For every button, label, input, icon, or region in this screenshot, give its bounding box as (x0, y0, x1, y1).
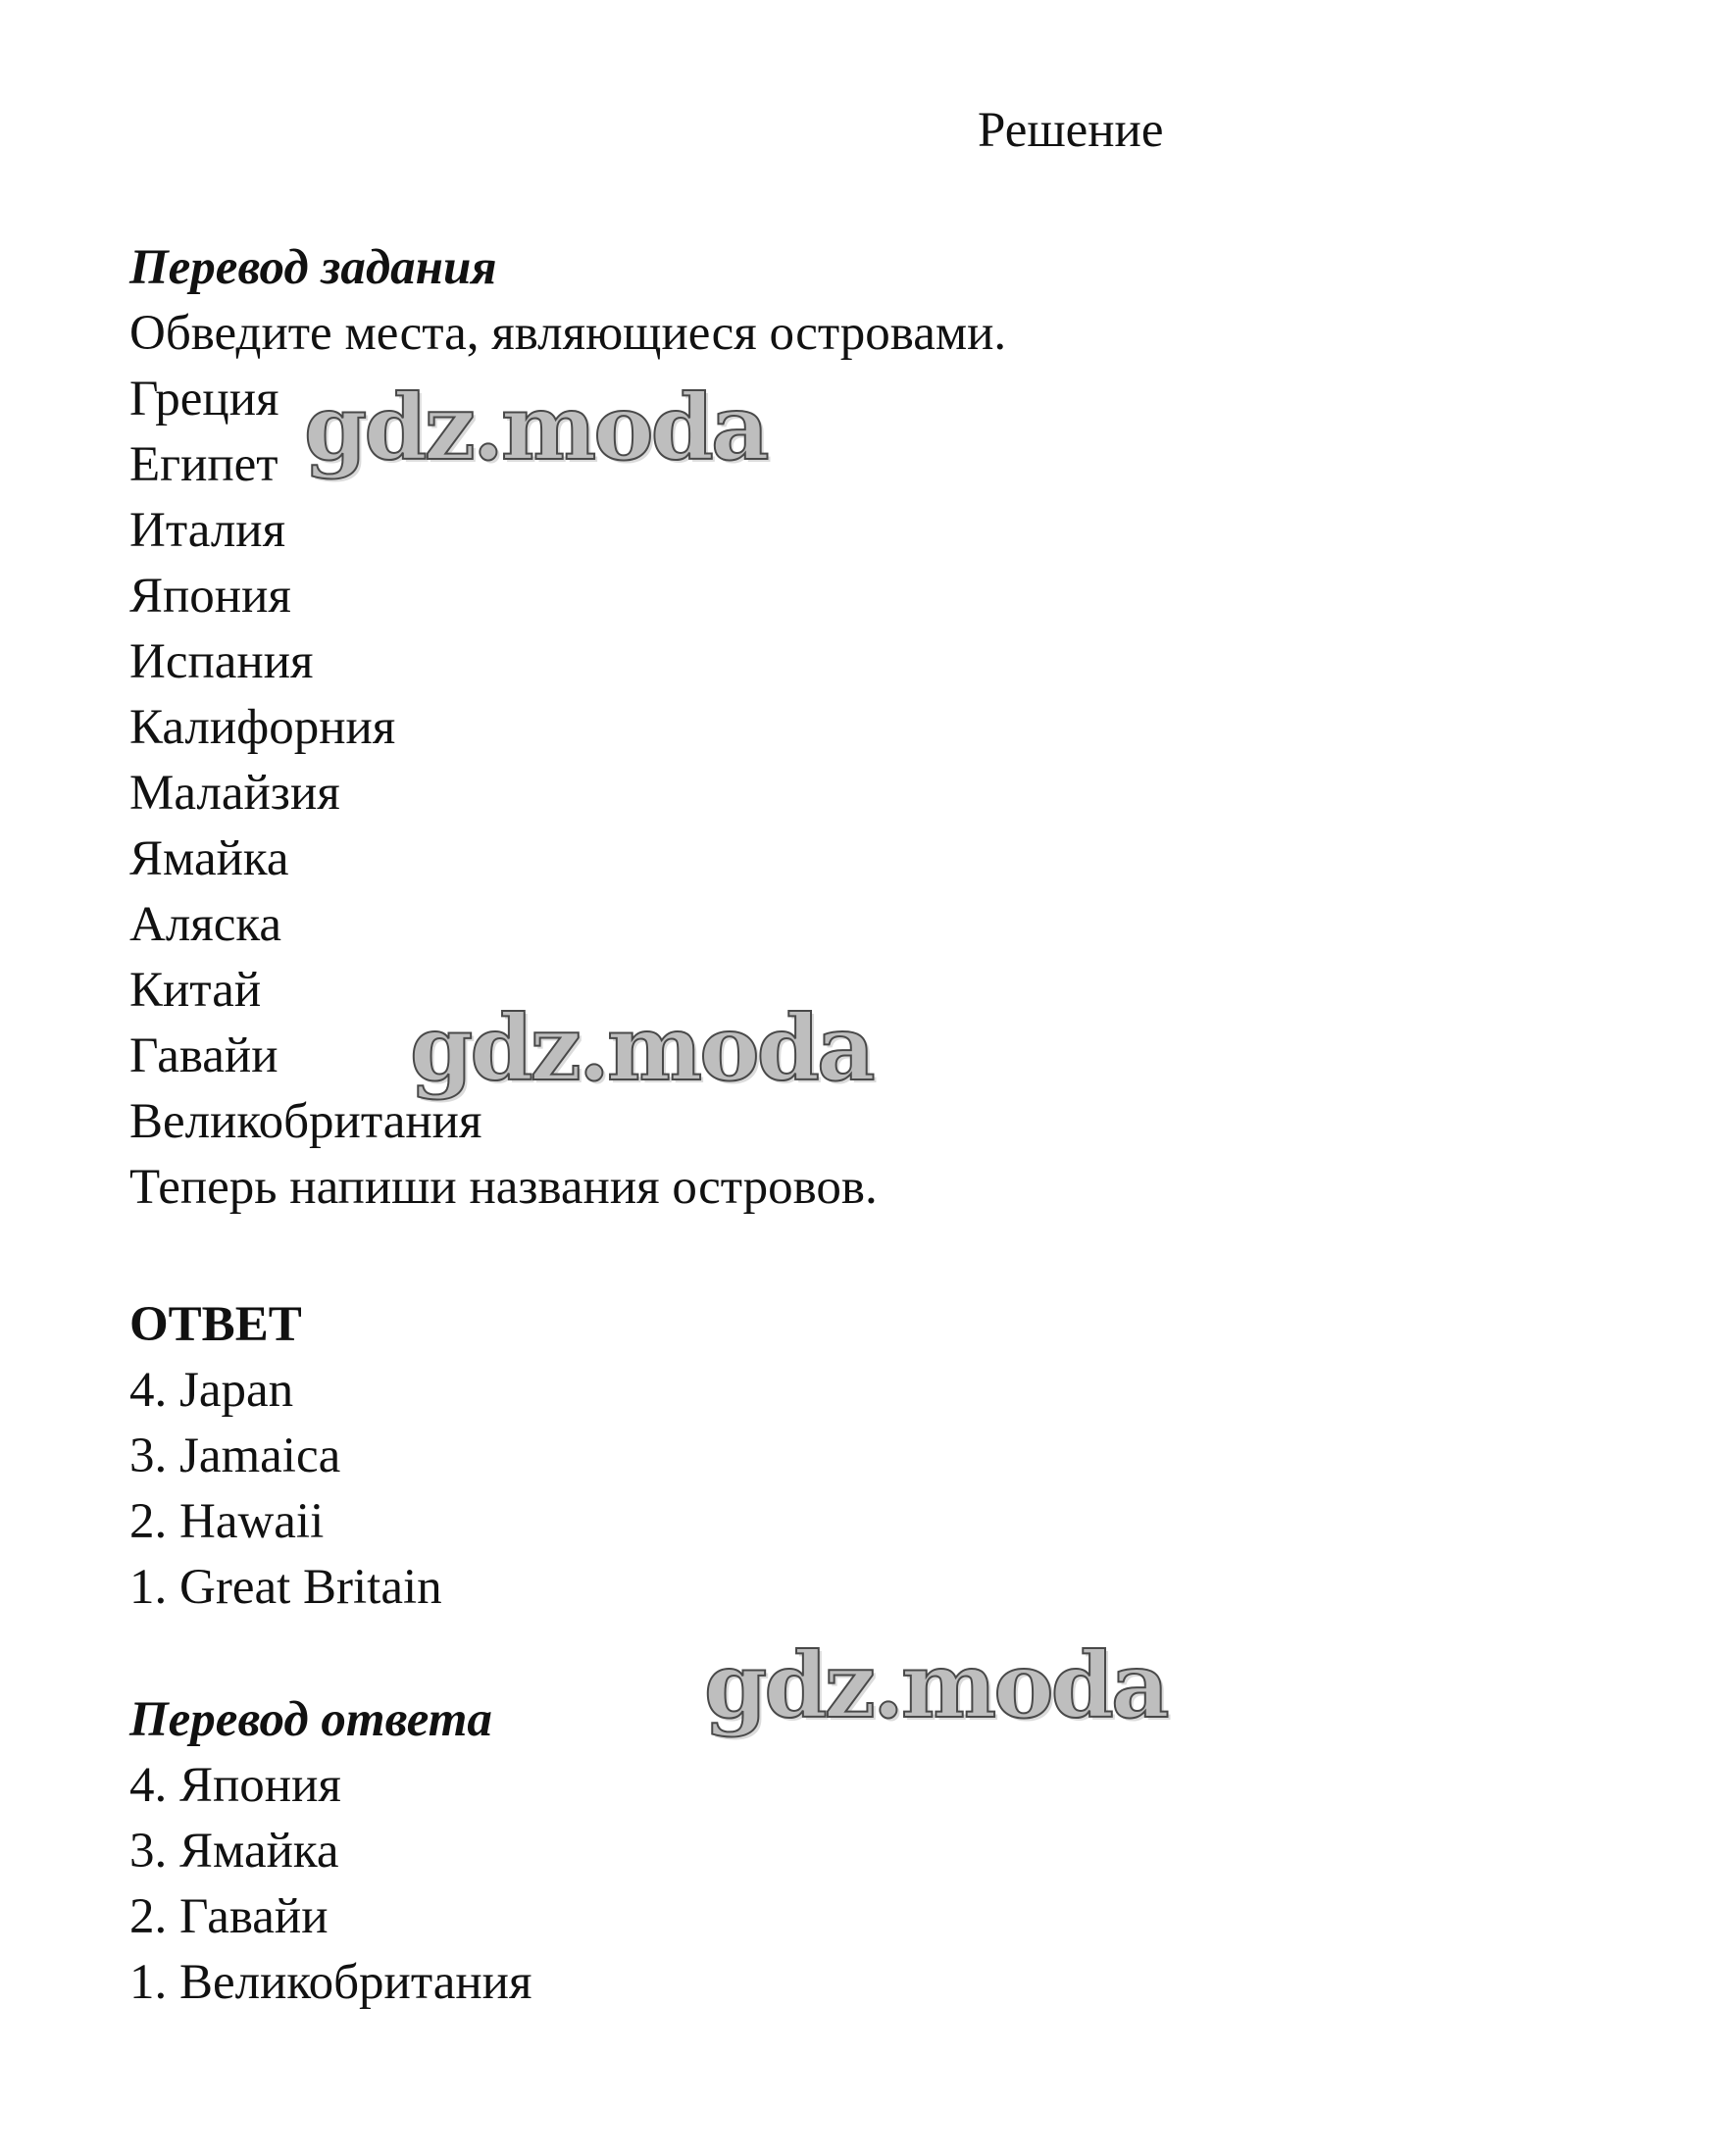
answer-translation-section (129, 1687, 531, 2016)
answer-title: ОТВЕТ (129, 1297, 302, 1352)
place-item: Аляска (129, 897, 282, 952)
answer-item: 2. Hawaii (129, 1494, 325, 1549)
page-heading: Решение (978, 103, 1164, 158)
answer-item: 3. Jamaica (129, 1429, 341, 1483)
translation-item: 3. Ямайка (129, 1824, 339, 1879)
place-item: Калифорния (129, 700, 396, 755)
place-item: Греция (129, 372, 279, 426)
place-item: Египет (129, 437, 278, 492)
answer-section (129, 1292, 442, 1621)
answer-item: 1. Great Britain (129, 1560, 442, 1615)
watermark: gdz.moda (704, 1632, 1167, 1738)
place-item: Япония (129, 569, 291, 624)
place-item: Малайзия (129, 766, 340, 821)
watermark: gdz.moda (304, 375, 767, 480)
task-instruction: Обведите места, являющиеся островами. (129, 306, 1007, 361)
translation-item: 4. Япония (129, 1758, 341, 1813)
place-item: Испания (129, 634, 314, 689)
place-item: Китай (129, 963, 262, 1018)
answer-translation-title: Перевод ответа (129, 1692, 492, 1747)
place-item: Италия (129, 503, 286, 558)
place-item: Великобритания (129, 1094, 482, 1149)
translation-item: 1. Великобритания (129, 1955, 532, 2010)
answer-item: 4. Japan (129, 1363, 294, 1418)
task-followup: Теперь напиши названия островов. (129, 1160, 878, 1215)
task-translation-title: Перевод задания (129, 240, 497, 295)
translation-item: 2. Гавайи (129, 1889, 329, 1944)
place-item: Гавайи (129, 1028, 278, 1083)
watermark: gdz.moda (410, 995, 873, 1101)
place-item: Ямайка (129, 831, 289, 886)
